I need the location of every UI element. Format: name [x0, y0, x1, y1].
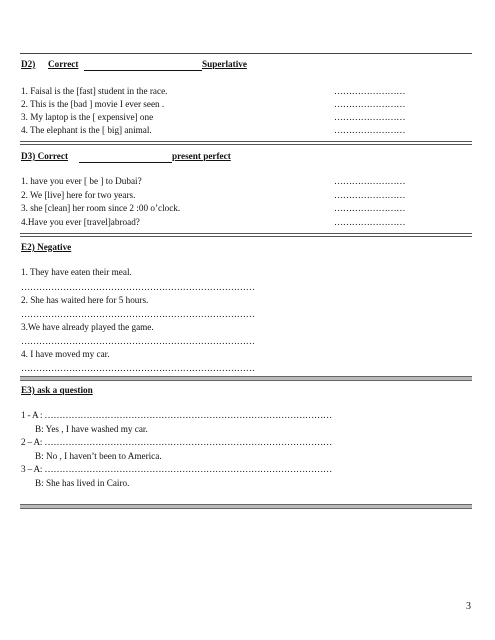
d2-title: D2)	[21, 59, 36, 69]
e2-answer-1[interactable]: ……………………………………………………………………	[21, 282, 255, 292]
e2-answer-2[interactable]: ……………………………………………………………………	[21, 309, 255, 319]
d3-title: D3) Correct	[21, 151, 69, 161]
bottom-divider	[20, 504, 472, 509]
d2-answer-1[interactable]: ……………………	[334, 86, 406, 96]
e3-title: E3) ask a question	[21, 385, 93, 395]
d2-superlative-label: Superlative	[202, 59, 247, 69]
e3-question-1[interactable]: 1 - A : ……………………………………………………………………………………	[21, 410, 333, 420]
e3-answer-1: B: Yes , I have washed my car.	[35, 424, 148, 434]
e3-answer-2: B: No , I haven’t been to America.	[35, 451, 162, 461]
d3-answer-1[interactable]: ……………………	[334, 176, 406, 186]
top-rule	[20, 53, 472, 54]
e2-item-2: 2. She has waited here for 5 hours.	[21, 295, 149, 305]
d2-answer-2[interactable]: ……………………	[334, 99, 406, 109]
e2-answer-3[interactable]: ……………………………………………………………………	[21, 336, 255, 346]
e3-question-2[interactable]: 2 – A: ……………………………………………………………………………………	[21, 437, 332, 447]
d3-answer-3[interactable]: ……………………	[334, 203, 406, 213]
d2-answer-3[interactable]: ……………………	[334, 112, 406, 122]
d2-item-2: 2. This is the [bad ] movie I ever seen .	[21, 99, 165, 109]
d3-item-3: 3. she [clean] her room since 2 :00 o’clock.	[21, 203, 181, 213]
e2-divider	[20, 376, 472, 381]
e2-item-1: 1. They have eaten their meal.	[21, 267, 132, 277]
d3-item-1: 1. have you ever [ be ] to Dubai?	[21, 176, 142, 186]
e2-title: E2) Negative	[21, 242, 72, 252]
e2-item-3: 3.We have already played the game.	[21, 322, 154, 332]
d2-label: Correct	[48, 59, 79, 69]
d2-label-spacer	[84, 60, 202, 71]
d3-label-spacer	[79, 152, 172, 163]
d3-answer-4[interactable]: ……………………	[334, 217, 406, 227]
d3-present-perfect-label: present perfect	[172, 151, 231, 161]
d2-item-3: 3. My laptop is the [ expensive] one	[21, 112, 154, 122]
d2-answer-4[interactable]: ……………………	[334, 125, 406, 135]
e3-question-3[interactable]: 3 – A: ……………………………………………………………………………………	[21, 464, 332, 474]
e2-item-4: 4. I have moved my car.	[21, 349, 110, 359]
d2-item-4: 4. The elephant is the [ big] animal.	[21, 125, 152, 135]
e2-answer-4[interactable]: ……………………………………………………………………	[21, 363, 255, 373]
d2-item-1: 1. Faisal is the [fast] student in the race.	[21, 86, 168, 96]
d3-divider	[20, 233, 472, 237]
d3-item-2: 2. We [live] here for two years.	[21, 190, 136, 200]
d2-divider	[20, 141, 472, 145]
page-number: 3	[466, 601, 471, 612]
d3-item-4: 4.Have you ever [travel]abroad?	[21, 217, 140, 227]
e3-answer-3: B: She has lived in Cairo.	[35, 478, 130, 488]
d3-answer-2[interactable]: ……………………	[334, 190, 406, 200]
